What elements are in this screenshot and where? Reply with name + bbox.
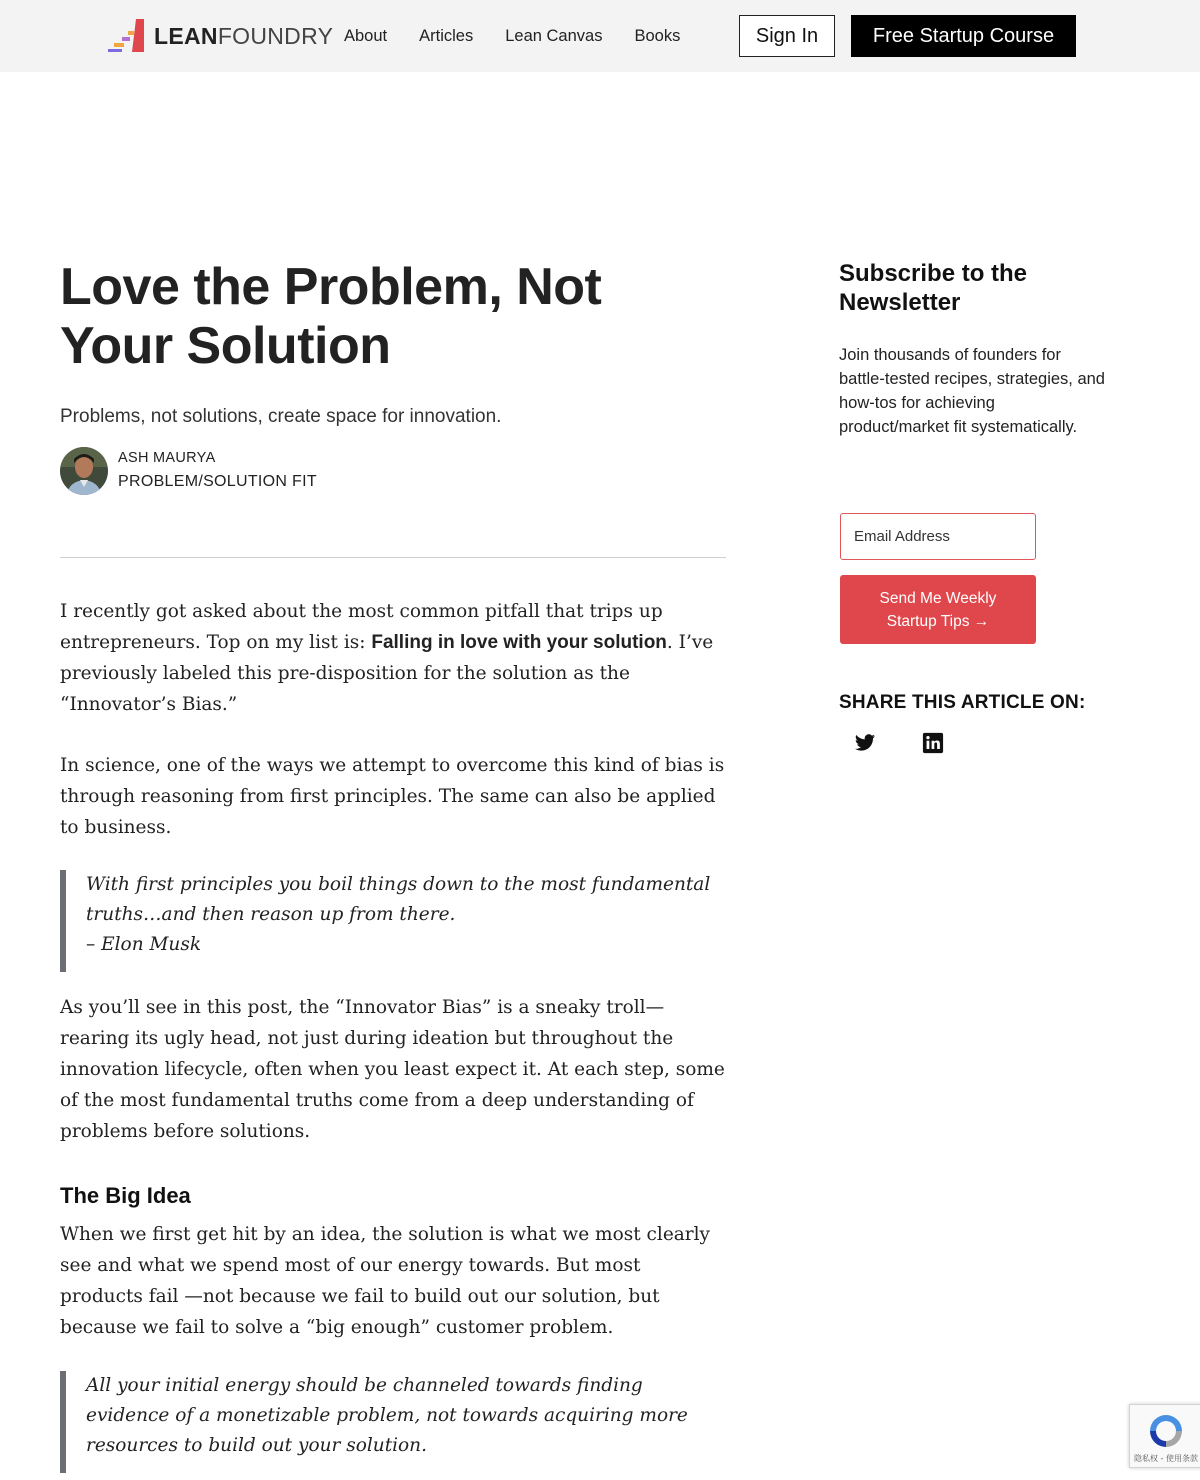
newsletter-title: Subscribe to the Newsletter bbox=[839, 260, 1028, 316]
free-course-button[interactable]: Free Startup Course bbox=[851, 15, 1076, 57]
main-nav bbox=[344, 26, 712, 46]
recaptcha-badge[interactable] bbox=[1129, 1404, 1200, 1468]
paragraph bbox=[60, 596, 726, 720]
nav-articles[interactable]: Articles bbox=[419, 27, 474, 45]
blockquote bbox=[60, 870, 726, 972]
paragraph: When we first get hit by an idea, the solution is what we most clearly see and what we spend most of our energy towards. But most products fail —not because we fail to build out our solution, but because we fail to solve a “big enough” customer problem. bbox=[60, 1224, 711, 1338]
quote-text: All your initial energy should be channeled towards finding evidence of a monetizable problem, not towards acquiring more resources to build out your solution. bbox=[86, 1375, 688, 1456]
paragraph-text: I recently got asked about the most common pitfall that trips up entrepreneurs. Top on my list is: bbox=[60, 601, 663, 653]
logo-wordmark bbox=[154, 22, 334, 49]
linkedin-icon[interactable] bbox=[922, 732, 944, 754]
quote-text: With first principles you boil things down to the most fundamental truths…and then reason up from there. bbox=[86, 874, 711, 925]
emphasis-text: Falling in love with your solution bbox=[371, 632, 667, 653]
author-meta bbox=[118, 448, 317, 494]
author-block bbox=[60, 447, 726, 495]
article-subtitle: Problems, not solutions, create space for innovation. bbox=[60, 406, 502, 427]
avatar-image-icon bbox=[60, 447, 108, 495]
paragraph: In science, one of the ways we attempt to overcome this kind of bias is through reasoning from first principles. The same can also be applied to business. bbox=[60, 755, 725, 838]
share-title: SHARE THIS ARTICLE ON: bbox=[839, 692, 1086, 713]
article-body bbox=[60, 596, 726, 1473]
nav-about[interactable]: About bbox=[344, 27, 388, 45]
article-category[interactable]: PROBLEM/SOLUTION FIT bbox=[118, 473, 317, 490]
article-title: Love the Problem, Not Your Solution bbox=[60, 258, 602, 375]
logo[interactable] bbox=[108, 18, 333, 54]
sign-in-button[interactable]: Sign In bbox=[739, 15, 835, 57]
article bbox=[60, 258, 726, 1473]
paragraph-text: . I’ve previously labeled this pre-disposition for the solution as the “Innovator’s Bias.” bbox=[60, 632, 714, 715]
nav-books[interactable]: Books bbox=[634, 27, 681, 45]
email-input[interactable]: Email Address bbox=[840, 513, 1036, 560]
site-header bbox=[0, 0, 1200, 72]
recaptcha-links[interactable]: 隐私权 - 使用条款 bbox=[1134, 1454, 1198, 1463]
quote-attribution: – Elon Musk bbox=[86, 934, 202, 955]
blockquote bbox=[60, 1371, 726, 1473]
logo-foundry: FOUNDRY bbox=[217, 22, 334, 49]
newsletter-description: Join thousands of founders for battle-tested recipes, strategies, and how-tos for achieving product/market fit systematically. bbox=[839, 346, 1105, 436]
divider bbox=[60, 557, 726, 558]
subscribe-button[interactable]: Send Me Weekly Startup Tips → bbox=[840, 575, 1036, 644]
recaptcha-icon bbox=[1144, 1409, 1188, 1453]
logo-lean: LEAN bbox=[154, 22, 218, 49]
newsletter-sidebar bbox=[839, 259, 1109, 713]
twitter-icon[interactable] bbox=[854, 732, 876, 754]
logo-mark-icon bbox=[108, 19, 146, 53]
section-heading: The Big Idea bbox=[60, 1183, 191, 1208]
author-avatar[interactable] bbox=[60, 447, 108, 495]
author-name[interactable]: ASH MAURYA bbox=[118, 450, 216, 466]
nav-lean-canvas[interactable]: Lean Canvas bbox=[505, 27, 603, 45]
paragraph: As you’ll see in this post, the “Innovator Bias” is a sneaky troll—rearing its ugly head, not just during ideation but throughout the innovation lifecycle, often when you least expect it. At each step, some of the most fundamental truths come from a deep understanding of problems before solutions. bbox=[60, 997, 725, 1142]
